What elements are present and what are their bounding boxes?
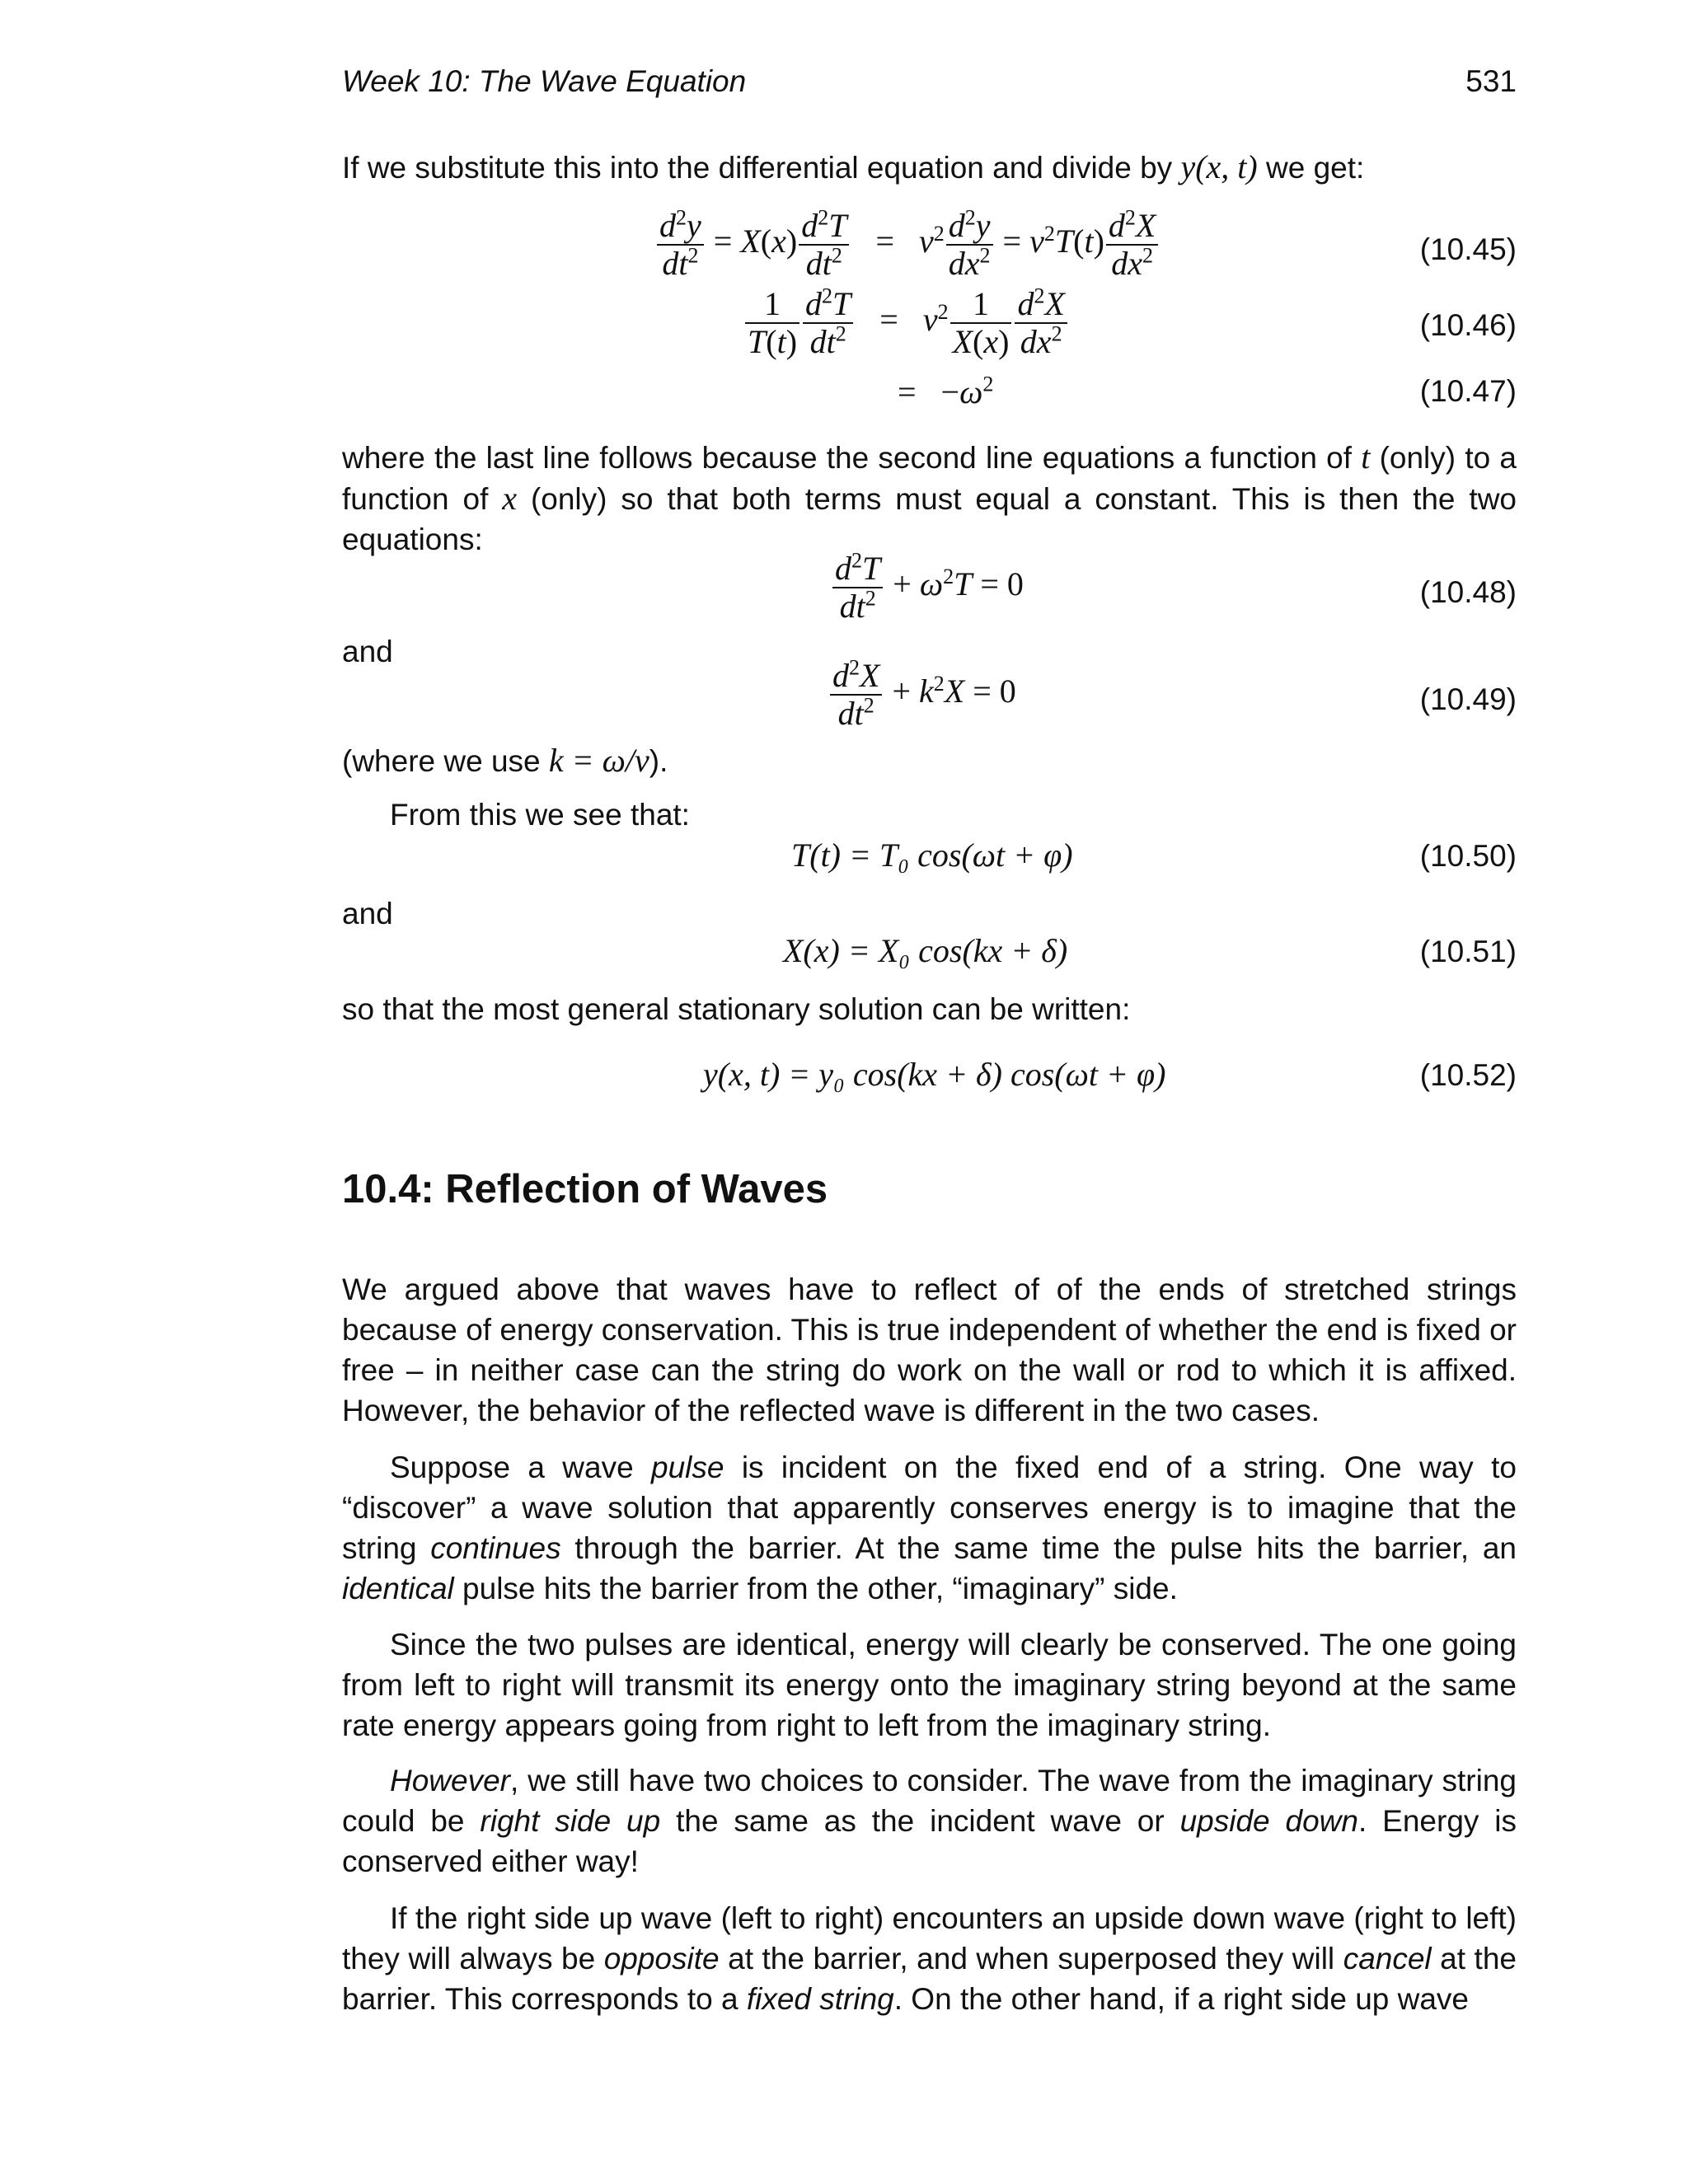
intro-text: If we substitute this into the differential equation and divide by bbox=[342, 151, 1181, 185]
running-title: Week 10: The Wave Equation bbox=[342, 64, 747, 98]
equation-10-48: $\frac{d^2T}{dt^2}$ + $\omega^2T = 0$ bbox=[831, 551, 1024, 625]
paragraph-3: Since the two pulses are identical, energy will clearly be conserved. The one going from left to right will transmit its energy onto the imaginary string beyond at the same rate energy appears going from right to left from the imaginary string. bbox=[342, 1628, 1517, 1742]
eq-number-10-52: (10.52) bbox=[1419, 1058, 1517, 1092]
paragraph-where: where the last line follows because the second line equations a function of t (only) to a function of x (only) so that both terms must equal a constant. This is then the two equations: bbox=[342, 438, 1517, 556]
section-heading: 10.4: Reflection of Waves bbox=[342, 1167, 828, 1212]
equation-10-49: $\frac{d^2X}{dt^2}$ + $k^2X = 0$ bbox=[828, 658, 1016, 732]
from-this-line: From this we see that: bbox=[390, 798, 690, 832]
equation-10-47: = $-\omega^2$ bbox=[898, 372, 994, 410]
intro-text-end: we get: bbox=[1257, 151, 1365, 185]
paragraph-2: Suppose a wave pulse is incident on the fixed end of a string. One way to “discover” a wave solution that apparently conserves energy is to imagine that the string continues through the barrier. At the same time the pulse hits the barrier, an identical pulse hits the barrier from the other, “imaginary” side. bbox=[342, 1451, 1517, 1605]
intro-math: y(x, t) bbox=[1180, 148, 1258, 185]
where-use-line: (where we use k = ω/v). bbox=[342, 742, 668, 779]
running-head bbox=[342, 64, 1517, 99]
equation-10-50: T(t) = T₀ cos(ωt + φ) bbox=[791, 837, 1073, 874]
paragraph-1: We argued above that waves have to reflect of of the ends of stretched strings because of energy conservation. This is true independent of whether the end is fixed or free – in neither case can the string do work on the wall or rod to which it is affixed. However, the behavior of the reflected wave is different in the two cases. bbox=[342, 1272, 1517, 1427]
and-text-1: and bbox=[342, 635, 393, 668]
so-that-line: so that the most general stationary solution can be written: bbox=[342, 992, 1131, 1026]
eq-number-10-48: (10.48) bbox=[1419, 575, 1517, 609]
eq-number-10-50: (10.50) bbox=[1419, 839, 1517, 873]
intro-paragraph bbox=[342, 147, 1517, 188]
paragraph-5: If the right side up wave (left to right) encounters an upside down wave (right to left) they will always be opposite at the barrier, and when superposed they will cancel at the barrier. This corresponds to a fixed string. On the other hand, if a right side up wave bbox=[342, 1901, 1517, 2016]
equation-10-45: $\frac{d^2y}{dt^2}$ = X(x) $\frac{d^2T}{dt^2}$ = $v^2$ $\frac{d^2y}{dx^2}$ = $v^2T(t)$ $\frac{d^2X}{dx^2}$ bbox=[655, 208, 1160, 282]
equation-10-52: y(x, t) = y₀ cos(kx + δ) cos(ωt + φ) bbox=[703, 1056, 1166, 1093]
eq-number-10-46: (10.46) bbox=[1419, 308, 1517, 342]
paragraph-4: However, we still have two choices to consider. The wave from the imaginary string could be right side up the same as the incident wave or upside down. Energy is conserved either way! bbox=[342, 1764, 1517, 1878]
page-number: 531 bbox=[1465, 64, 1517, 98]
eq-number-10-47: (10.47) bbox=[1419, 374, 1517, 408]
equation-10-46: $\frac{1}{T(t)}$ $\frac{d^2T}{dt^2}$ = $v^2$ $\frac{1}{X(x)}$ $\frac{d^2X}{dx^2}$ bbox=[743, 286, 1069, 360]
eq-number-10-51: (10.51) bbox=[1419, 935, 1517, 968]
eq-number-10-45: (10.45) bbox=[1419, 232, 1517, 266]
and-text-2: and bbox=[342, 897, 393, 930]
equation-10-51: X(x) = X₀ cos(kx + δ) bbox=[783, 932, 1068, 969]
eq-number-10-49: (10.49) bbox=[1419, 682, 1517, 716]
